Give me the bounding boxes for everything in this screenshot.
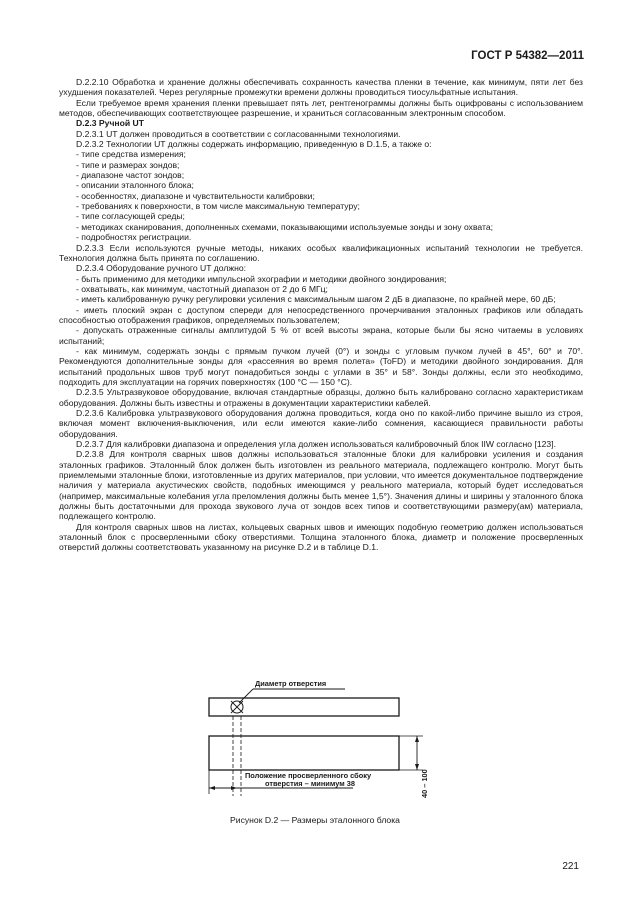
paragraph: D.2.3.3 Если используются ручные методы, никаких особых квалификационных испытаний технологии не требуется. Технология должна быть принята по соглашению. <box>59 242 583 263</box>
list-item: - допускать отраженные сигналы амплитудой 5 % от всей высоты экрана, которые были бы ясно читаемы в условиях испытаний; <box>59 325 583 346</box>
list-item: - иметь плоский экран с доступом спереди для непосредственного прочерчивания эталонных графиков или обладать способностью отображения графиков, определяемых пользователем; <box>59 304 583 325</box>
figure-caption: Рисунок D.2 — Размеры эталонного блока <box>230 815 400 825</box>
paragraph: D.2.2.10 Обработка и хранение должны обеспечивать сохранность качества пленки в течение, как минимум, пяти лет без ухудшения показателей. Через регулярные промежутки времени должны проводиться тиосульфатные испытания. <box>59 77 583 98</box>
paragraph: Если требуемое время хранения пленки превышает пять лет, рентгенограммы должны быть оцифрованы с использованием методов, обеспечивающих соответствующее разрешение, и храниться согласованным электронным способом. <box>59 97 583 119</box>
list-item: - особенностях, диапазоне и чувствительности калибровки; <box>76 190 315 201</box>
diameter-leader <box>239 689 253 703</box>
thickness-label: 40 – 100 <box>420 769 429 798</box>
paragraph: D.2.3.7 Для калибровки диапазона и определения угла должен использоваться калибровочный блок IIW согласно [123]. <box>76 439 556 450</box>
list-item: - охватывать, как минимум, частотный диапазон от 2 до 6 МГц; <box>76 283 328 294</box>
paragraph: Для контроля сварных швов на листах, кольцевых сварных швов и имеющих подобную геометрию должен использоваться эталонный блок с просверленными сбоку отверстиями. Толщина эталонного блока, диаметр и положение просверленных отверстий должны соответствовать указанному на рисунке D.2 и в таблице D.1. <box>59 521 583 553</box>
list-item: - быть применимо для методики импульсной эхографии и методики двойного зондирования; <box>76 273 447 284</box>
list-item: - как минимум, содержать зонды с прямым пучком лучей (0°) и зонды с угловым пучком лучей в 45°, 60° и 70°. Рекомендуются дополнительные зонды для «рассеяния во время полета» (ToFD) и методики двойного зондирования. Для испытаний продольных швов труб могут понадобиться зонды с углами в 35° и 58°. Зонды должны, если это необходимо, подходить для эксплуатации на горячих поверхностях (100 °С — 150 °С). <box>59 345 583 387</box>
list-item: - методиках сканирования, дополненных схемами, показывающими используемые зонды и зону охвата; <box>76 221 494 232</box>
paragraph: D.2.3.1 UT должен проводиться в соответствии с согласованными технологиями. <box>76 128 401 139</box>
paragraph: D.2.3.5 Ультразвуковое оборудование, включая стандартные образцы, должно быть калибровано согласно характеристикам оборудования. Должны быть известны и отражены в документации характеристики кабелей. <box>59 387 583 408</box>
document-body <box>59 77 583 553</box>
list-item: - описании эталонного блока; <box>76 180 194 191</box>
list-item: - типе средства измерения; <box>76 149 186 160</box>
page-number: 221 <box>562 861 579 872</box>
list-item: - иметь калиброванную ручку регулировки усиления с максимальным шагом 2 дБ в диапазоне, по крайней мере, 60 дБ; <box>76 294 556 305</box>
list-item: - диапазоне частот зондов; <box>76 170 185 181</box>
page-header: ГОСТ Р 54382—2011 <box>471 50 584 62</box>
block-front-view <box>209 736 399 770</box>
paragraph: D.2.3.8 Для контроля сварных швов должны использоваться эталонные блоки для калибровки усиления и создания эталонных графиков. Эталонный блок должен быть изготовлен из реального материала, подлежащего контролю. Могут быть приемлемыми эталонные блоки, изготовленные из других материалов, при условии, что имеется документальное подтверждение наличия у материала акустических свойств, подобных имеющимся у реального материала, который будет исследоваться (например, максимальные колебания угла преломления должны быть менее 1,5°). Значения длины и ширины у эталонного блока должны быть достаточными для прохода звукового луча от зондов всех типов и соответствующими размеру(ам) материала, подлежащего контролю. <box>59 449 583 522</box>
list-item: - требованиях к поверхности, в том числе максимальную температуру; <box>76 201 360 212</box>
section-heading: D.2.3 Ручной UT <box>76 118 144 129</box>
paragraph: D.2.3.4 Оборудование ручного UT должно: <box>76 263 246 274</box>
position-label-line2: отверстия – минимум 38 <box>265 779 355 788</box>
list-item: - типе согласующей среды; <box>76 211 185 222</box>
list-item: - подробностях регистрации. <box>76 232 192 243</box>
paragraph: D.2.3.6 Калибровка ультразвукового оборудования должна проводиться, когда оно по какой-либо причине вышло из строя, включая момент включения-выключения, или если имеются какие-либо сомнения, касающиеся правильности работы оборудования. <box>59 408 583 439</box>
diameter-label: Диаметр отверстия <box>255 679 327 688</box>
position-label-line1: Положение просверленного сбоку <box>245 771 372 780</box>
list-item: - типе и размерах зондов; <box>76 159 180 170</box>
reference-block-figure <box>195 676 455 804</box>
paragraph: D.2.3.2 Технологии UT должны содержать информацию, приведенную в D.1.5, а также о: <box>76 139 432 150</box>
